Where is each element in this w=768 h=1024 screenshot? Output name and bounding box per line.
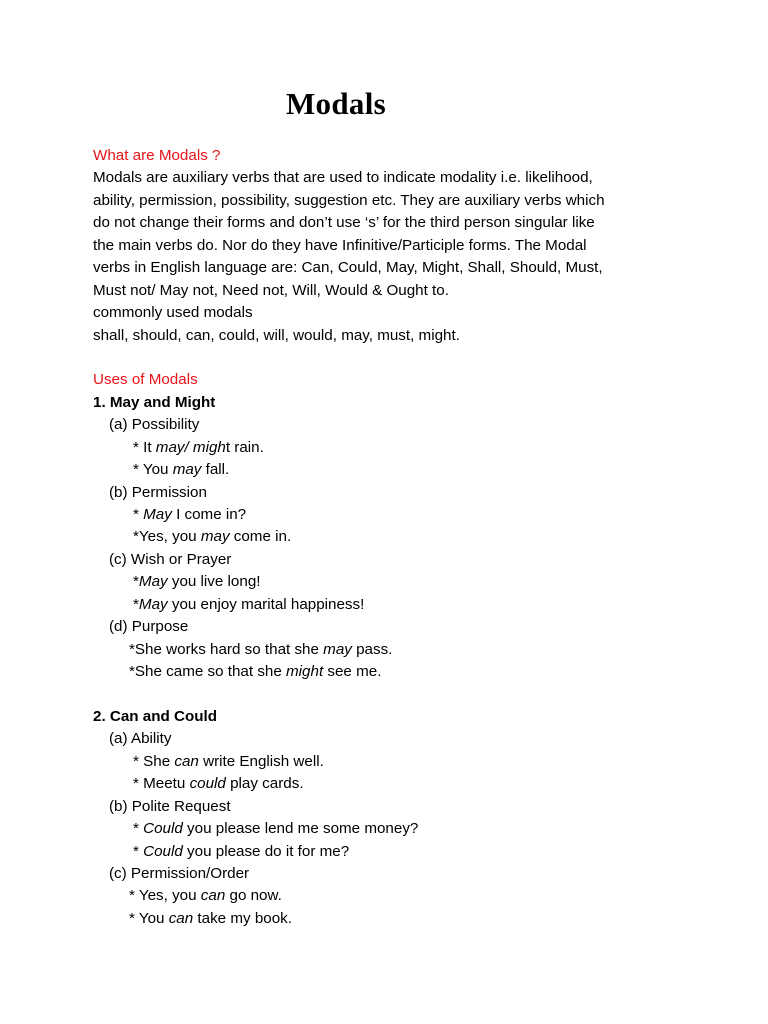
example-text: you please lend me some money? xyxy=(182,820,419,838)
modal-word: Could xyxy=(143,820,183,838)
example-text: pass. xyxy=(351,640,393,658)
section-heading: 2. Can and Could xyxy=(93,707,218,725)
example-text: *She came so that she xyxy=(129,663,287,681)
modal-word: May xyxy=(138,573,168,591)
modal-word: Could xyxy=(143,842,183,860)
uses-heading: Uses of Modals xyxy=(93,371,198,389)
example-text: * xyxy=(133,573,139,591)
example-text: *She works hard so that she xyxy=(129,640,324,658)
sub-label: (a) Ability xyxy=(109,730,172,748)
example-text: * You xyxy=(133,461,173,479)
spacer xyxy=(93,347,693,369)
example-text: *Yes, you xyxy=(133,528,201,546)
example-text: * xyxy=(133,595,139,613)
modal-word: May xyxy=(143,506,172,523)
modal-word: may xyxy=(323,640,352,658)
example-line xyxy=(93,908,693,930)
example-text: * Yes, you xyxy=(129,887,201,905)
sub-label: (c) Wish or Prayer xyxy=(109,550,232,568)
example-line xyxy=(93,818,693,840)
example-text: * You xyxy=(129,909,169,927)
example-text: you please do it for me? xyxy=(182,842,350,860)
document-body xyxy=(93,145,693,930)
modal-word: can xyxy=(168,909,194,927)
example-line xyxy=(93,437,693,459)
modal-word: can xyxy=(200,887,226,905)
example-text: * xyxy=(133,506,144,523)
example-text: * She xyxy=(133,752,175,770)
example-line xyxy=(93,661,693,683)
intro-line: Modals are auxiliary verbs that are used to indicate modality i.e. likelihood, xyxy=(93,169,593,187)
modal-word: may/ migh xyxy=(155,438,226,456)
example-text: you live long! xyxy=(167,573,261,591)
spacer xyxy=(93,684,693,706)
example-text: see me. xyxy=(323,663,382,681)
example-text: fall. xyxy=(201,461,230,479)
intro-line: ability, permission, possibility, suggestion etc. They are auxiliary verbs which xyxy=(93,191,605,209)
example-line xyxy=(93,526,693,548)
sub-label: (d) Purpose xyxy=(109,618,189,636)
modal-word: may xyxy=(200,528,230,546)
example-line xyxy=(93,459,693,481)
modal-word: might xyxy=(286,663,324,681)
example-line xyxy=(93,639,693,661)
example-text: write English well. xyxy=(198,752,324,770)
sub-label: (b) Permission xyxy=(109,483,207,501)
example-text: take my book. xyxy=(193,909,292,927)
intro-line: verbs in English language are: Can, Could, May, Might, Shall, Should, Must, xyxy=(93,259,603,277)
sub-label: (c) Permission/Order xyxy=(109,865,250,882)
page-title: Modals xyxy=(286,86,386,121)
example-text: come in. xyxy=(229,528,292,546)
section-heading: 1. May and Might xyxy=(93,393,216,411)
example-line xyxy=(93,773,693,795)
sub-label: (a) Possibility xyxy=(109,416,200,434)
intro-line: the main verbs do. Nor do they have Infinitive/Participle forms. The Modal xyxy=(93,236,587,254)
example-line xyxy=(93,504,693,526)
example-line xyxy=(93,594,693,616)
intro-line: Must not/ May not, Need not, Will, Would & Ought to. xyxy=(93,281,449,299)
intro-heading: What are Modals ? xyxy=(93,147,221,164)
intro-line: do not change their forms and don’t use ‘s’ for the third person singular like xyxy=(93,214,595,232)
intro-line: commonly used modals xyxy=(93,304,253,322)
example-text: go now. xyxy=(225,887,282,905)
example-text: you enjoy marital happiness! xyxy=(167,595,365,613)
example-text: * xyxy=(133,820,144,838)
intro-line: shall, should, can, could, will, would, may, must, might. xyxy=(93,326,460,344)
example-line xyxy=(93,885,693,907)
modal-word: could xyxy=(189,775,226,793)
modal-word: May xyxy=(138,595,168,613)
example-line xyxy=(93,751,693,773)
example-line xyxy=(93,571,693,593)
example-text: I come in? xyxy=(171,506,247,523)
example-text: * It xyxy=(133,438,156,456)
example-text: t rain. xyxy=(225,438,264,456)
modal-word: can xyxy=(174,752,199,770)
example-text: play cards. xyxy=(225,775,304,793)
sub-label: (b) Polite Request xyxy=(109,797,231,815)
example-text: * Meetu xyxy=(133,775,190,793)
example-line xyxy=(93,841,693,863)
modal-word: may xyxy=(172,461,202,479)
example-text: * xyxy=(133,842,144,860)
